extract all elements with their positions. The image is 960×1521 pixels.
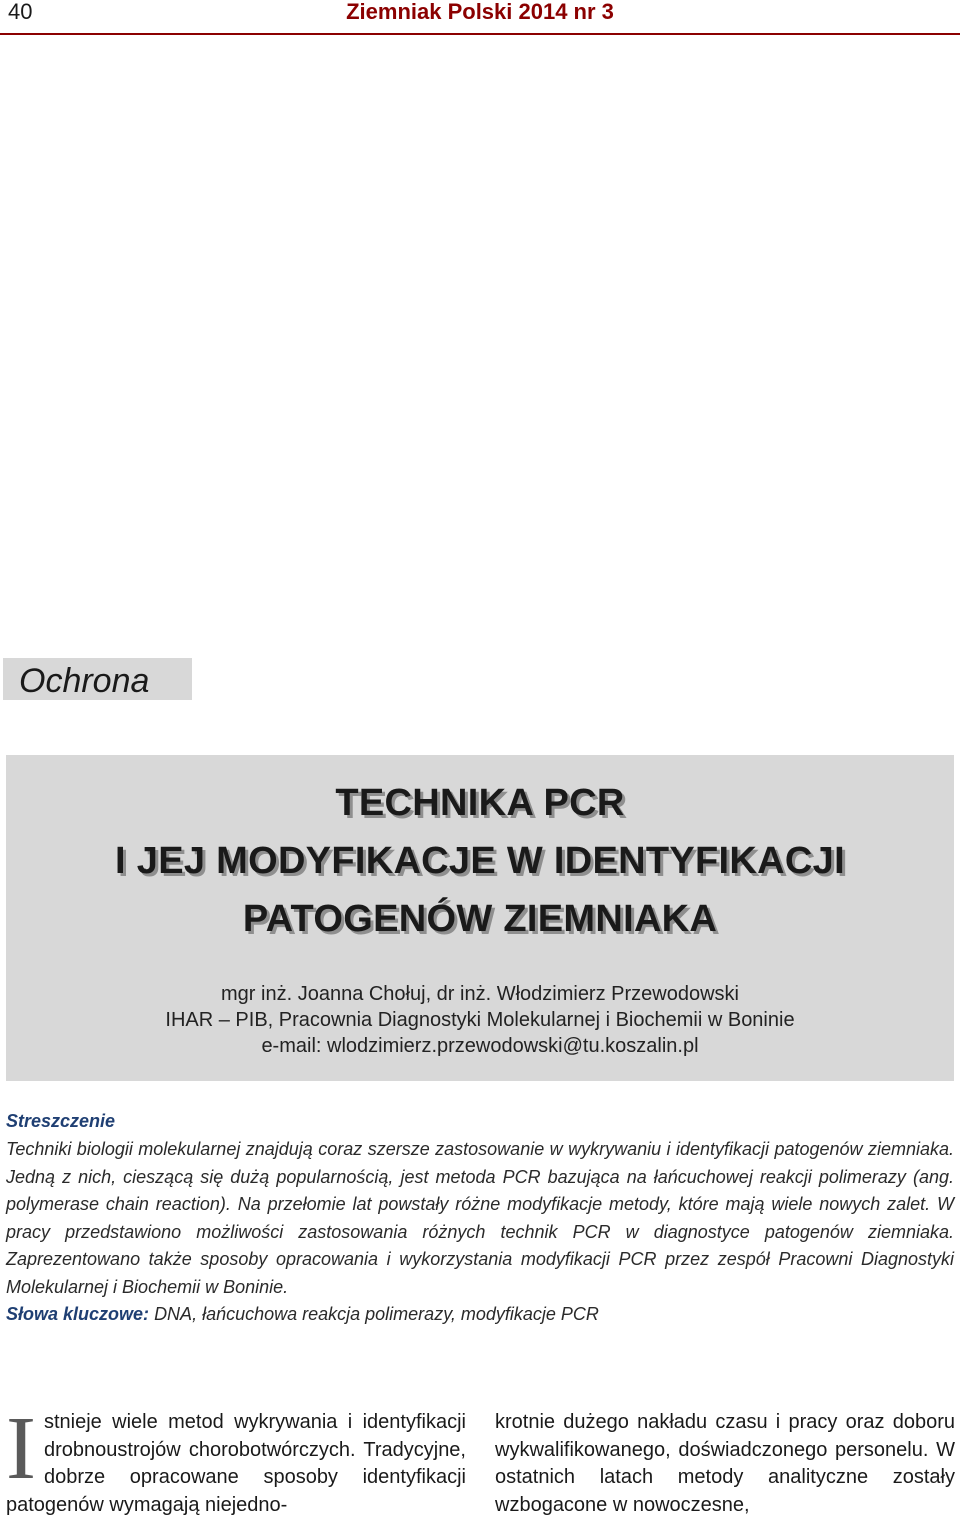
- keywords: [6, 1304, 954, 1325]
- header-rule: [0, 33, 960, 35]
- body-column-left: [6, 1399, 466, 1519]
- keywords-label: Słowa kluczowe:: [6, 1304, 150, 1324]
- article-title-line-2: I JEJ MODYFIKACJE W IDENTYFIKACJI: [115, 840, 845, 882]
- journal-title: Ziemniak Polski 2014 nr 3: [346, 0, 614, 24]
- keywords-list: DNA, łańcuchowa reakcja polimerazy, modyfikacje PCR: [154, 1304, 599, 1324]
- section-label-box: [3, 658, 192, 700]
- drop-cap: I: [6, 1399, 36, 1498]
- abstract-heading: Streszczenie: [6, 1111, 116, 1131]
- abstract-text: Techniki biologii molekularnej znajdują coraz szersze zastosowanie w wykrywaniu i identyfikacji patogenów ziemniaka. Jedną z nich, cieszącą się dużą popularnością, jest metoda PCR bazująca na łańcuchowej reakcji polimerazy (ang. polymerase chain reaction). Na przełomie lat powstały różne modyfikacje metody, które mają wiele nowych zalet. W pracy przedstawiono możliwości zastosowania różnych technik PCR w diagnostyce patogenów ziemniaka. Zaprezentowano także sposoby opracowania i wykorzystania modyfikacji PCR przez zespół Pracowni Diagnostyki Molekularnej i Biochemii w Boninie.: [6, 1139, 954, 1297]
- title-panel: [6, 755, 954, 1081]
- abstract-section: [6, 1111, 954, 1325]
- authors: mgr inż. Joanna Chołuj, dr inż. Włodzimierz Przewodowski: [221, 983, 739, 1005]
- section-label: Ochrona: [19, 662, 150, 700]
- body-text-left: stnieje wiele metod wykrywania i identyfikacji drobnoustrojów chorobotwórczych. Tradycyjne, dobrze opracowane sposoby identyfikacji patogenów wymagają niejedno-: [6, 1411, 466, 1516]
- body-column-right: [495, 1409, 955, 1519]
- article-title-line-1: TECHNIKA PCR: [335, 782, 625, 824]
- affiliation: IHAR – PIB, Pracownia Diagnostyki Molekularnej i Biochemii w Boninie: [165, 1009, 795, 1031]
- email[interactable]: e-mail: wlodzimierz.przewodowski@tu.koszalin.pl: [261, 1035, 699, 1057]
- page-header: [0, 0, 960, 36]
- page-number: 40: [8, 0, 33, 24]
- body-text-right: krotnie dużego nakładu czasu i pracy oraz doboru wykwalifikowanego, doświadczonego personelu. W ostatnich latach metody analityczne zostały wzbogacone w nowoczesne,: [495, 1411, 955, 1516]
- article-title-line-3: PATOGENÓW ZIEMNIAKA: [242, 898, 718, 940]
